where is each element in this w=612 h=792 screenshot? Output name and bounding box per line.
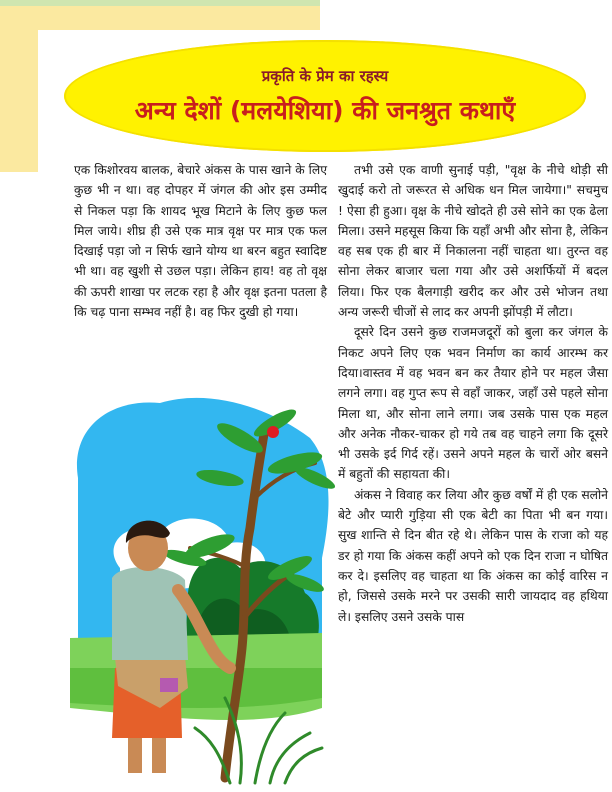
boy-and-tree-illustration	[60, 368, 338, 786]
page-subtitle: प्रकृति के प्रेम का रहस्य	[261, 67, 389, 85]
story-paragraph: एक किशोरवय बालक, बेचारे अंकस के पास खाने के लिए कुछ भी न था। वह दोपहर में जंगल की ओर इस उम्मीद से निकल पड़ा कि शायद भूख मिटाने के लिए कुछ फल मिल जाये। शीघ्र ही उसे एक मात्र वृक्ष पर मात्र एक फल दिखाई पड़ा जो न सिर्फ खाने योग्य था बरन बहुत स्वादिष्ट भी था। वह खुशी से उछल पड़ा। लेकिन हाय! वह तो वृक्ष की ऊपरी शाखा पर लटक रहा है और वृक्ष इतना पतला है कि चढ़ पाना सम्भव नहीं है। वह फिर दुखी हो गया।	[74, 163, 327, 320]
story-paragraph: अंकस ने विवाह कर लिया और कुछ वर्षों में ही एक सलोने बेटे और प्यारी गुड़िया सी एक बेटी का पिता भी बन गया। सुख शान्ति से दिन बीत रहे थे। लेकिन पास के राजा को यह डर हो गया कि अंकस कहीं अपने को एक दिन राजा न घोषित कर दे। इसलिए वह चाहता था कि अंकस का कोई वारिस न हो, जिससे उसके मरने पर उसकी सारी जायदाद वह हथिया ले। इसलिए उसने उसके पास	[338, 487, 608, 624]
right-column	[338, 160, 608, 627]
left-column	[74, 160, 327, 322]
story-paragraph: तभी उसे एक वाणी सुनाई पड़ी, "वृक्ष के नीचे थोड़ी सी खुदाई करो तो जरूरत से अधिक धन मिल जायेगा।" सचमुच ! ऐसा ही हुआ। वृक्ष के नीचे खोदते ही उसे सोने का एक ढेला मिला। उसने महसूस किया कि यहाँ अभी और सोना है, लेकिन वह सब एक ही बार में निकालना नहीं चाहता था। तुरन्त वह सोना लेकर बाजार चला गया और उसे अशर्फियों में बदल लिया। फिर एक बैलगाड़ी खरीद कर और उसे भोजन तथा अन्य जरूरी चीजों से लाद कर अपनी झोंपड़ी में लौटा।	[338, 163, 608, 320]
fruit-icon	[267, 426, 279, 438]
story-paragraph: दूसरे दिन उसने कुछ राजमजदूरों को बुला कर जंगल के निकट अपने लिए एक भवन निर्माण का कार्य आरम्भ कर दिया।वास्तव में वह भवन बन कर तैयार होने पर महल जैसा लगने लगा। वह गुप्त रूप से वहाँ जाकर, जहाँ उसे पहले सोना मिला था, और सोना लाने लगा। जब उसके पास एक महल और अनेक नौकर-चाकर हो गये तब वह चाहने लगा कि दूसरे भी उसके इर्द गिर्द रहें। उसने अपने महल के चारों ओर बसने में बहुतों की सहायता की।	[338, 325, 608, 482]
page-title: अन्य देशों (मलयेशिया) की जनश्रुत कथाएँ	[134, 96, 516, 125]
top-accent-bar	[0, 0, 320, 6]
